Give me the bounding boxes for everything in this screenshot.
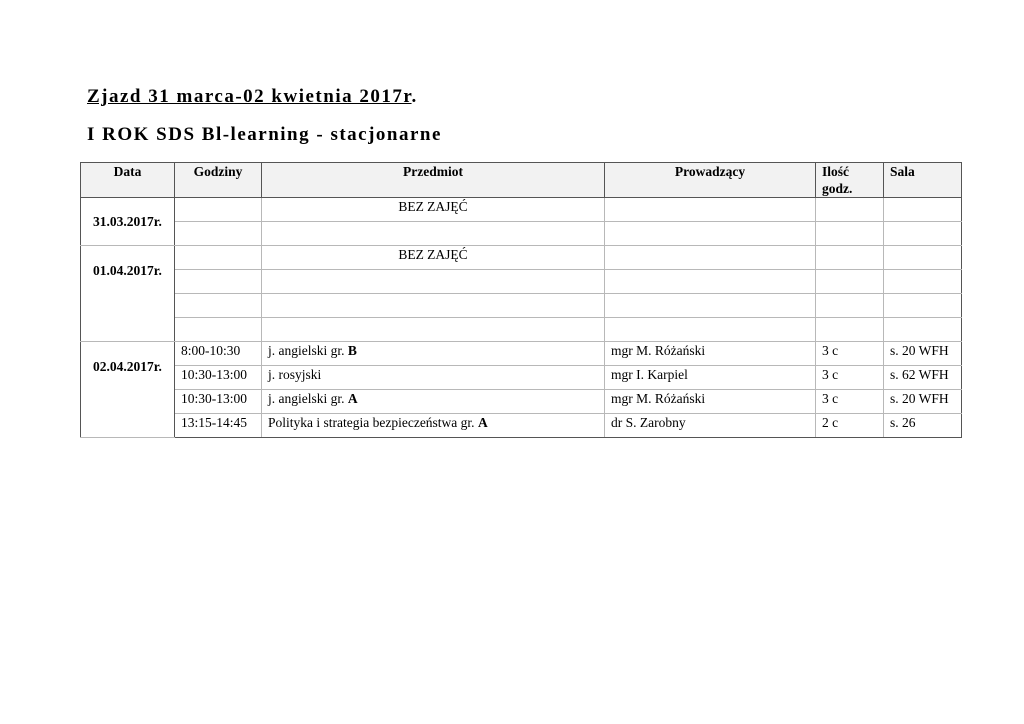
- room-cell: s. 20 WFH: [884, 342, 962, 366]
- schedule-table: [80, 162, 962, 438]
- hours-cell: [175, 294, 262, 318]
- subject-group: A: [347, 391, 358, 406]
- table-row: [81, 270, 962, 294]
- room-cell: [884, 270, 962, 294]
- room-cell: s. 62 WFH: [884, 366, 962, 390]
- subject-cell: [262, 390, 605, 414]
- room-cell: [884, 222, 962, 246]
- room-cell: s. 20 WFH: [884, 390, 962, 414]
- hours-cell: [175, 270, 262, 294]
- subject-cell: [262, 294, 605, 318]
- room-cell: [884, 318, 962, 342]
- table-row: [81, 414, 962, 438]
- title-suffix: .: [411, 86, 418, 107]
- qty-cell: [816, 294, 884, 318]
- table-row: [81, 294, 962, 318]
- subject-cell: BEZ ZAJĘĆ: [262, 246, 605, 270]
- qty-cell: [816, 198, 884, 222]
- teacher-cell: [605, 222, 816, 246]
- hours-cell: [175, 222, 262, 246]
- table-row: [81, 342, 962, 366]
- table-row: [81, 198, 962, 222]
- hours-cell: 10:30-13:00: [175, 390, 262, 414]
- hours-cell: [175, 198, 262, 222]
- day-date-cell: 31.03.2017r.: [81, 198, 175, 246]
- table-row: [81, 222, 962, 246]
- subject-text: j. rosyjski: [268, 367, 322, 382]
- subject-text: j. angielski gr.: [268, 343, 348, 358]
- table-header-row: [81, 163, 962, 198]
- subject-cell: [262, 414, 605, 438]
- day-date-cell: 02.04.2017r.: [81, 342, 175, 438]
- header-teacher: Prowadzący: [605, 163, 816, 198]
- table-row: [81, 318, 962, 342]
- title-text: Zjazd 31 marca-02 kwietnia 2017r: [87, 86, 412, 107]
- hours-cell: 10:30-13:00: [175, 366, 262, 390]
- header-subject: Przedmiot: [262, 163, 605, 198]
- room-cell: [884, 198, 962, 222]
- teacher-cell: [605, 246, 816, 270]
- qty-cell: [816, 246, 884, 270]
- subject-text: Polityka i strategia bezpieczeństwa gr.: [268, 415, 478, 430]
- teacher-cell: [605, 294, 816, 318]
- qty-cell: [816, 270, 884, 294]
- table-row: [81, 366, 962, 390]
- subject-cell: [262, 318, 605, 342]
- teacher-cell: dr S. Zarobny: [605, 414, 816, 438]
- day-date-cell: 01.04.2017r.: [81, 246, 175, 342]
- table-row: [81, 246, 962, 270]
- subject-cell: [262, 366, 605, 390]
- qty-cell: [816, 222, 884, 246]
- qty-cell: 3 c: [816, 342, 884, 366]
- teacher-cell: mgr I. Karpiel: [605, 366, 816, 390]
- teacher-cell: mgr M. Różański: [605, 342, 816, 366]
- subject-group: B: [347, 343, 357, 358]
- page-title: [87, 86, 418, 108]
- header-room: Sala: [884, 163, 962, 198]
- qty-cell: 3 c: [816, 390, 884, 414]
- teacher-cell: [605, 318, 816, 342]
- room-cell: [884, 294, 962, 318]
- subject-text: j. angielski gr.: [268, 391, 348, 406]
- header-hours-count: Ilość godz.: [816, 163, 884, 198]
- qty-cell: 2 c: [816, 414, 884, 438]
- subject-cell: [262, 270, 605, 294]
- hours-cell: [175, 246, 262, 270]
- room-cell: [884, 246, 962, 270]
- table-row: [81, 390, 962, 414]
- teacher-cell: [605, 198, 816, 222]
- subject-cell: BEZ ZAJĘĆ: [262, 198, 605, 222]
- teacher-cell: mgr M. Różański: [605, 390, 816, 414]
- subject-cell: [262, 342, 605, 366]
- qty-cell: 3 c: [816, 366, 884, 390]
- page-subtitle: I ROK SDS Bl-learning - stacjonarne: [87, 124, 442, 145]
- header-hours: Godziny: [175, 163, 262, 198]
- qty-cell: [816, 318, 884, 342]
- hours-cell: [175, 318, 262, 342]
- room-cell: s. 26: [884, 414, 962, 438]
- subject-group: A: [477, 415, 488, 430]
- subject-cell: [262, 222, 605, 246]
- teacher-cell: [605, 270, 816, 294]
- header-date: Data: [81, 163, 175, 198]
- hours-cell: 8:00-10:30: [175, 342, 262, 366]
- hours-cell: 13:15-14:45: [175, 414, 262, 438]
